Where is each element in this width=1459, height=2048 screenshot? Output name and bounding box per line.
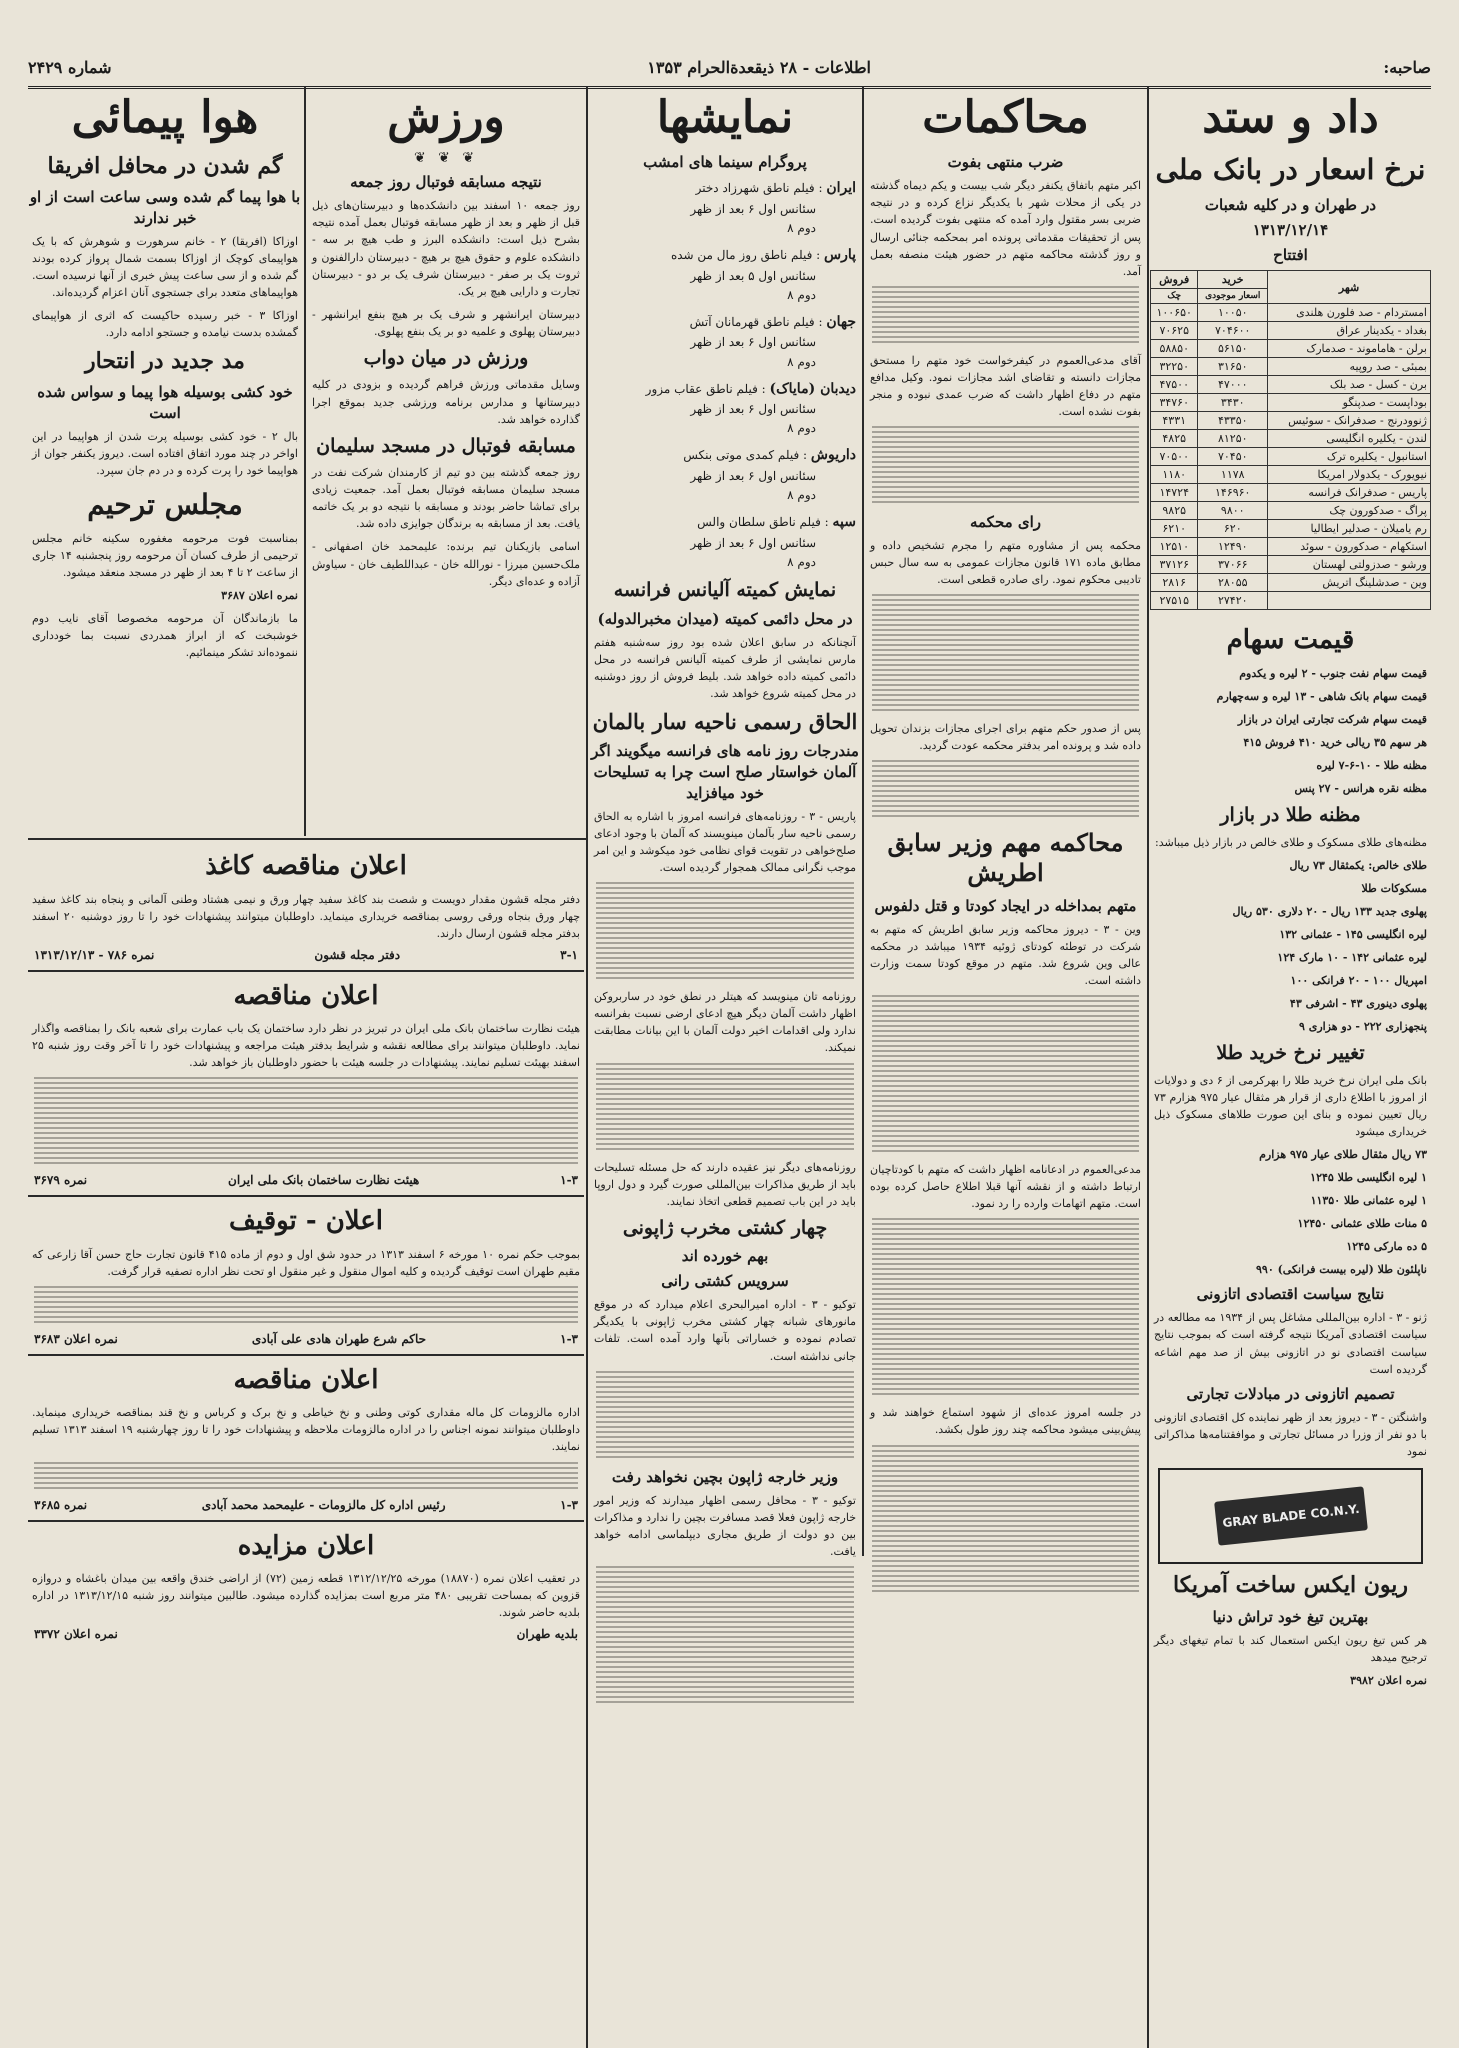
share-price-line: قیمت سهام نفت جنوب - ۲ لیره و یکدوم xyxy=(1239,666,1427,680)
rate-cell-sell: ۹۸۲۵ xyxy=(1151,502,1198,520)
text-block xyxy=(872,594,1139,714)
trade-text: واشنگتن - ۳ - دیروز بعد از ظهر نماینده کل اقتصادی اتازونی با دو نفر از وزرا در مسائل تجارتی و موافقتنامه‌ها مذاکراتی نمود xyxy=(1154,1410,1428,1458)
cinema-showtime: سئانس اول ۶ بعد از ظهر xyxy=(690,335,816,350)
saar-subheading: مندرجات روز نامه های فرانسه میگویند اگر آلمان خواستار صلح است چرا به تسلیحات خود میافزاید xyxy=(591,742,859,803)
section-title-trials: محاکمات xyxy=(922,92,1089,143)
cinema-line xyxy=(594,511,856,533)
gold-price-line: پنجهزاری ۲۲۲ - دو هزاری ۹ xyxy=(1298,1020,1427,1034)
column-trials xyxy=(866,86,1145,2048)
text-block xyxy=(872,286,1139,346)
text-block xyxy=(872,760,1139,820)
rate-cell-buy: ۳۷۰۶۶ xyxy=(1198,556,1268,574)
share-price-line: قیمت سهام شرکت تجارتی ایران در بازار xyxy=(1237,712,1427,726)
rate-cell-buy: ۷۰۴۵۰ xyxy=(1198,448,1268,466)
alliance-show-subheading: در محل دائمی کمیته (میدان مخبرالدوله) xyxy=(597,609,853,628)
paper-tender-text: دفتر مجله قشون مقدار دویست و شصت بند کاغذ سفید چهار ورق و نیمی هشتاد وطنی آلمانی و پنجاه بند کاغذ سفید چهار ورق بنجاه ورقی روسی بمناقصه خریداری مینماید. داوطلبان میتوانند پیشنهادات خود را تا روز دوشنبه ۲۰ اسفند بدفتر مجله قشون ارسال دارند. xyxy=(32,892,580,940)
gold-change-line: ۵ منات طلای عثمانی ۱۲۴۵۰ xyxy=(1297,1217,1427,1231)
rates-date: ۱۳۱۳/۱۲/۱۴ xyxy=(1252,221,1329,240)
rate-cell-sell: ۲۷۵۱۵ xyxy=(1151,592,1198,610)
cinema-entry xyxy=(590,378,860,439)
table-row xyxy=(1151,592,1431,610)
rate-cell-city: بغداد - یکدینار عراق xyxy=(1268,322,1431,340)
rate-cell-city: وین - صدشلینگ اتریش xyxy=(1268,574,1431,592)
cinema-name: ایران xyxy=(826,180,856,197)
paper-tender-signature xyxy=(34,948,578,962)
masthead-right: صاحبه: xyxy=(1383,58,1431,77)
verdict-heading: رای محکمه xyxy=(969,512,1042,531)
cinema-showtime: سئانس اول ۶ بعد از ظهر xyxy=(690,201,816,216)
bank-rates-heading: نرخ اسعار در بانک ملی xyxy=(1155,153,1426,187)
gold-price-line: لیره انگلیسی ۱۴۵ - عثمانی ۱۳۲ xyxy=(1279,928,1427,942)
mourning-signature: نمره اعلان ۳۶۸۷ xyxy=(221,589,298,603)
exchange-rates-table xyxy=(1150,270,1431,610)
saar-heading: الحاق رسمی ناحیه سار بالمان xyxy=(592,708,858,734)
signature-part: ۱-۳ xyxy=(560,1173,578,1188)
suicide-subheading: خود کشی بوسیله هوا پیما و سواس شده است xyxy=(37,382,293,422)
cinema-name: پارس xyxy=(823,247,856,264)
econ-heading: نتایج سیاست اقتصادی اتازونی xyxy=(1196,1285,1385,1304)
rate-cell-sell: ۱۰۰۶۵۰ xyxy=(1151,304,1198,322)
gold-change-text: بانک ملی ایران نرخ خرید طلا را بهرکرمی از ۶ دی و دولایات از امروز با اطلاع داری از قرار هر مثقال عیار ۹۷۵ هزارم ۷۳ ریال تعیین نموده و بنای این صورت طلاهای مسکوک ذیل خریداری میشود xyxy=(1154,1073,1428,1139)
cinema-showtime: دوم ۸ xyxy=(787,220,816,235)
rate-cell-sell: ۴۳۳۱ xyxy=(1151,412,1198,430)
ads-block xyxy=(28,842,584,2046)
rate-cell-sell: ۱۲۵۱۰ xyxy=(1151,538,1198,556)
signature-part: حاکم شرع طهران هادی علی آبادی xyxy=(251,1331,427,1346)
ad-text: هر کس تیغ ریون ایکس استعمال کند با تمام تیغهای دیگر ترجیح میدهد xyxy=(1154,1634,1427,1665)
cinema-name: جهان xyxy=(826,313,856,330)
section-rule xyxy=(28,1520,584,1522)
cinema-line xyxy=(594,444,856,466)
text-block xyxy=(596,1566,854,1706)
rate-cell-buy: ۹۸۰۰ xyxy=(1198,502,1268,520)
rate-cell-sell: ۶۲۱۰ xyxy=(1151,520,1198,538)
table-header-sell-sub: چک xyxy=(1151,289,1198,304)
table-row xyxy=(1151,394,1431,412)
africa-subheading: با هوا پیما گم شده وسی ساعت است از او خبر ندارند xyxy=(29,187,301,227)
gold-price-line: لیره عثمانی ۱۴۲ - ۱۰ مارک ۱۲۴ xyxy=(1277,951,1427,965)
table-header-sell: فروش xyxy=(1151,271,1198,289)
rate-cell-buy: ۳۱۶۵۰ xyxy=(1198,358,1268,376)
cinema-separator: : xyxy=(757,381,770,396)
signature-part: نمره ۳۶۷۹ xyxy=(34,1173,88,1188)
table-row xyxy=(1151,340,1431,358)
ad-signature: نمره اعلان ۳۹۸۲ xyxy=(1350,1674,1427,1688)
cinema-showtime: دوم ۸ xyxy=(787,554,816,569)
section-rule xyxy=(28,970,584,972)
signature-part: بلدیه طهران xyxy=(516,1627,578,1642)
trade-heading: تصمیم اتازونی در مبادلات تجارتی xyxy=(1186,1384,1395,1403)
rate-cell-sell: ۲۸۱۶ xyxy=(1151,574,1198,592)
ornament-divider: ❦ ❦ ❦ xyxy=(413,150,479,167)
text-block xyxy=(596,1063,854,1153)
cinema-showtime: سئانس اول ۶ بعد از ظهر xyxy=(690,535,816,550)
auction-heading: اعلان مزایده xyxy=(237,1530,375,1561)
column-sports xyxy=(308,86,584,836)
gold-price-line: پهلوی دینوری ۴۳ - اشرفی ۴۳ xyxy=(1289,997,1427,1011)
razor-blade-image: GRAY BLADE CO.N.Y. xyxy=(1214,1486,1368,1545)
cinema-showtime: سئانس اول ۶ بعد از ظهر xyxy=(690,468,816,483)
cinema-name: داریوش xyxy=(810,447,856,464)
tender2-text: اداره مالزومات کل ماله مقداری کوتی وطنی و نخ خیاطی و نخ برک و کرباس و نخ قند بمناقصه خریداری مینماید. داوطلبان میتوانند نمونه اجناس را در اداره مالزومات ملاحظه و پیشنهادات خود را تا روز چهارشنبه ۱۹ اسفند ۱۳۱۳ تسلیم نمایند. xyxy=(32,1406,580,1454)
column-shows xyxy=(590,86,860,2048)
tender2-signature xyxy=(34,1498,578,1512)
rate-cell-sell: ۷۰۵۰۰ xyxy=(1151,448,1198,466)
rate-cell-sell: ۳۲۲۵۰ xyxy=(1151,358,1198,376)
africa-paragraph: اوزاکا (افریقا) ۲ - خانم سرهورت و شوهرش که با یک هواپیمای کوچک از اوزاکا بسمت شمال پرواز کرده بودند گم شده و از سی ساعت پیش خبری از آنها نرسیده است. هواپیماهای متعدد برای جستجوی آنان اعزام گردیده‌اند. xyxy=(32,234,298,300)
rate-cell-buy: ۷۰۴۶۰۰ xyxy=(1198,322,1268,340)
cinema-film: فیلم ناطق سلطان والس xyxy=(697,515,821,530)
minister-heading: وزیر خارجه ژاپون بچین نخواهد رفت xyxy=(611,1467,839,1486)
rate-cell-city: بمبئی - صد روپیه xyxy=(1268,358,1431,376)
rate-cell-buy: ۶۲۰ xyxy=(1198,520,1268,538)
text-block xyxy=(596,882,854,982)
table-row xyxy=(1151,304,1431,322)
football-paragraph: روز جمعه ۱۰ اسفند بین دانشکده‌ها و دبیرستان‌های ذیل قبل از ظهر و بعد از ظهر مسابقه فوتبال بعمل آمده نتیجه بشرح ذیل است: دانشکده البرز و طب هیچ بر سه - دانشکده علوم و حقوق هیچ بر هیچ - دبیرستان دارالفنون و ثروت یک بر صفر - دبیرستان شرف یک بر دو - دبیرستان تجارت و دارایی هیچ بر یک. xyxy=(312,199,580,298)
gold-market-intro: مظنه‌های طلای مسکوک و طلای خالص در بازار ذیل میباشد: xyxy=(1155,835,1427,849)
share-price-line: قیمت سهام بانک شاهی - ۱۳ لیره و سه‌چهارم xyxy=(1216,689,1427,703)
cinema-separator: : xyxy=(814,314,827,329)
suicide-paragraph: بال ۲ - خود کشی بوسیله پرت شدن از هواپیما در این اواخر در چند مورد اتفاق افتاده است. دیروز یکنفر جوان از هواپیما خود را پرت کرده و در دم جان سپرد. xyxy=(32,429,299,477)
table-row xyxy=(1151,466,1431,484)
trial-paragraph: آقای مدعی‌العموم در کیفرخواست خود متهم را مستحق مجازات دانسته و تقاضای اشد مجازات نمود. وکیل مدافع متهم در دفاع اظهار داشت که ضرب عمدی نبوده و منجر بفوت نشده است. xyxy=(870,353,1141,418)
gold-market-heading: مظنه طلا در بازار xyxy=(1220,804,1361,827)
rates-opening: افتتاح xyxy=(1273,246,1308,265)
section-title-finance: داد و ستد xyxy=(1202,92,1379,143)
cinema-program-heading: پروگرام سینما های امشب xyxy=(643,153,807,172)
rate-cell-city: امستردام - صد فلورن هلندی xyxy=(1268,304,1431,322)
rate-cell-city: رم یامیلان - صدلیر ایطالیا xyxy=(1268,520,1431,538)
cinema-film: فیلم ناطق روز مال من شده xyxy=(670,248,813,263)
section-title-shows: نمایشها xyxy=(656,92,794,143)
rate-cell-buy: ۱۴۶۹۶۰ xyxy=(1198,484,1268,502)
cinema-showtime: دوم ۸ xyxy=(787,421,816,436)
text-block xyxy=(872,1445,1139,1595)
rate-cell-city: پاریس - صدفرانک فرانسه xyxy=(1268,484,1431,502)
trial-heading: ضرب منتهی بفوت xyxy=(947,153,1064,172)
signature-part: نمره ۷۸۶ - ۱۳۱۳/۱۲/۱۳ xyxy=(34,947,155,962)
section-title-aviation: هوا پیمائی xyxy=(71,92,259,143)
table-row xyxy=(1151,322,1431,340)
seizure-heading: اعلان - توقیف xyxy=(228,1206,384,1237)
cinema-entry xyxy=(590,444,860,505)
column-rule xyxy=(304,86,306,836)
share-price-line: مظنه نقره هرانس - ۲۷ پنس xyxy=(1294,782,1427,796)
ships-heading: چهار کشتی مخرب ژاپونی xyxy=(622,1216,828,1239)
austria-trial-heading: محاکمه مهم وزیر سابق اطریش xyxy=(887,828,1124,888)
signature-part: دفتر مجله قشون xyxy=(314,947,401,962)
rate-cell-city: ورشو - صدزولتی لهستان xyxy=(1268,556,1431,574)
seizure-signature xyxy=(34,1332,578,1346)
text-block xyxy=(34,1462,578,1492)
rate-cell-city: پراگ - صدکورون چک xyxy=(1268,502,1431,520)
rate-cell-city: برلن - هاماموند - صدمارک xyxy=(1268,340,1431,358)
cinema-film: فیلم ناطق شهرزاد دختر xyxy=(695,181,815,196)
austria-paragraph: مدعی‌العموم در ادعانامه اظهار داشت که متهم با کودتاچیان ارتباط داشته و از نقشه آنها قبلا اطلاع حاصل کرده بوده است. متهم اتهامات وارده را رد نمود. xyxy=(870,1163,1141,1211)
text-block xyxy=(872,995,1139,1155)
ad-title: ریون ایکس ساخت آمریکا xyxy=(1172,1571,1409,1598)
table-row xyxy=(1151,448,1431,466)
masthead-left: شماره ۲۴۲۹ xyxy=(28,58,112,77)
cinema-line xyxy=(594,244,856,266)
minister-paragraph: توکیو - ۳ - محافل رسمی اظهار میدارند که وزیر امور خارجه ژاپون فعلا قصد مسافرت بچین را ندارد و مذاکرات بین دو دولت از طریق مجاری دیپلماسی ادامه خواهد یافت. xyxy=(594,1493,856,1558)
ad-subtitle: بهترین تیغ خود تراش دنیا xyxy=(1212,1608,1369,1627)
masjed-football-players: اسامی بازیکنان تیم برنده: علیمحمد خان اصفهانی - ملک‌حسین میرزا - نورالله خان - عبداللطیف خان - سیاوش آزاده و عده‌ای دیگر. xyxy=(312,540,580,588)
share-price-line: مظنه طلا - ۱۰-۶-۷ لیره xyxy=(1316,759,1427,773)
rate-cell-city: ژنوودرنج - صدفرانک - سوئیس xyxy=(1268,412,1431,430)
cinema-entry xyxy=(590,511,860,572)
rate-cell-sell: ۷۰۶۲۵ xyxy=(1151,322,1198,340)
masthead xyxy=(28,52,1431,89)
cinema-separator: : xyxy=(820,515,833,530)
rate-cell-city: برن - کسل - صد بلک xyxy=(1268,376,1431,394)
cinema-separator: : xyxy=(814,181,827,196)
column-finance xyxy=(1150,86,1431,2048)
text-block xyxy=(872,1218,1139,1398)
gold-change-line: ۱ لیره عثمانی طلا ۱۱۳۵۰ xyxy=(1310,1194,1427,1208)
animal-sports-paragraph: وسایل مقدماتی ورزش فراهم گردیده و بزودی در کلیه دبیرستانها و مدارس برنامه ورزشی جدید بموقع اجرا گذارده خواهد شد. xyxy=(312,378,580,426)
cinema-line xyxy=(594,311,856,333)
seizure-text: بموجب حکم نمره ۱۰ مورخه ۶ اسفند ۱۳۱۳ در حدود شق اول و دوم از ماده ۴۱۵ قانون تجارت حاج حسن آقا زارعی که مقیم طهران است توقیف گردیده و کلیه اموال منقول و غیر منقول او تحت نظر اداره تصفیه قرار گرفت. xyxy=(32,1247,580,1278)
table-row xyxy=(1151,538,1431,556)
section-rule xyxy=(28,838,586,840)
table-row xyxy=(1151,484,1431,502)
table-row xyxy=(1151,376,1431,394)
rate-cell-city: استکهام - صدکورون - سوئد xyxy=(1268,538,1431,556)
masjed-football-paragraph: روز جمعه گذشته بین دو تیم از کارمندان شرکت نفت در مسجد سلیمان مسابقه فوتبال بعمل آمد. جمعیت زیادی برای تماشا حاضر بودند و مسابقه با نتیجه دو بر یک خاتمه یافت. بعد از مسابقه به برندگان جوایزی داده شد. xyxy=(312,466,580,531)
cinema-showtime: دوم ۸ xyxy=(787,488,816,503)
austria-paragraph: در جلسه امروز عده‌ای از شهود استماع خواهند شد و پیش‌بینی میشود محاکمه چند روز طول بکشد. xyxy=(870,1406,1141,1437)
rate-cell-sell: ۴۸۲۵ xyxy=(1151,430,1198,448)
table-row xyxy=(1151,358,1431,376)
rate-cell-sell: ۴۷۵۰۰ xyxy=(1151,376,1198,394)
share-price-line: هر سهم ۳۵ ریالی خرید ۴۱۰ فروش ۴۱۵ xyxy=(1243,736,1427,750)
cinema-film: فیلم کمدی موتی بنکس xyxy=(683,448,800,463)
cinema-showtime: دوم ۸ xyxy=(787,287,816,302)
shares-heading: قیمت سهام xyxy=(1226,625,1355,656)
gold-change-line: ۷۳ ریال مثقال طلای عیار ۹۷۵ هزارم xyxy=(1259,1148,1427,1162)
signature-part: نمره اعلان ۳۶۸۳ xyxy=(34,1331,118,1346)
mourning-heading: مجلس ترحیم xyxy=(87,488,243,521)
razor-advertisement xyxy=(1158,1468,1423,1564)
table-row xyxy=(1151,412,1431,430)
rate-cell-buy: ۲۸۰۵۵ xyxy=(1198,574,1268,592)
signature-part: ۳-۱ xyxy=(560,947,578,962)
rate-cell-city xyxy=(1268,592,1431,610)
cinema-separator: : xyxy=(799,448,811,463)
saar-paragraph: پاریس - ۳ - روزنامه‌های فرانسه امروز با اشاره به الحاق رسمی ناحیه سار بآلمان مینویسند که آلمان با وجود ادعای صلح‌خواهی در تقویت قوای نظامی خود میکوشد و این امر موجب نگرانی ممالک همجوار گردیده است. xyxy=(594,810,856,875)
rate-cell-buy: ۳۴۳۰ xyxy=(1198,394,1268,412)
signature-part: نمره اعلان ۳۳۷۲ xyxy=(34,1627,118,1642)
ships-subheading-2: سرویس کشتی رانی xyxy=(661,1272,789,1291)
rate-cell-sell: ۱۴۷۲۴ xyxy=(1151,484,1198,502)
tender-heading: اعلان مناقصه xyxy=(233,980,379,1011)
section-rule xyxy=(28,1195,584,1197)
text-block xyxy=(596,1371,854,1461)
table-header-buy: خرید xyxy=(1198,271,1268,289)
ships-paragraph: توکیو - ۳ - اداره امیرالبحری اعلام میدارد که در موقع مانورهای شبانه چهار کشتی مخرب ژاپونی با یکدیگر تصادم نموده و خساراتی بآنها وارد آمده است. تلفات جانی نداشته است. xyxy=(594,1298,856,1363)
rate-cell-buy: ۲۷۴۲۰ xyxy=(1198,592,1268,610)
cinema-entry xyxy=(590,244,860,305)
cinema-line xyxy=(594,378,856,400)
rate-cell-city: لندن - یکلیره انگلیسی xyxy=(1268,430,1431,448)
rate-cell-sell: ۳۴۷۶۰ xyxy=(1151,394,1198,412)
table-row xyxy=(1151,520,1431,538)
signature-part: ۱-۳ xyxy=(560,1331,578,1346)
verdict-paragraph: پس از صدور حکم متهم برای اجرای مجازات بزندان تحویل داده شد و پرونده امر بدفتر محکمه عودت گردید. xyxy=(870,722,1141,753)
football-heading: نتیجه مسابقه فوتبال روز جمعه xyxy=(350,173,542,192)
rate-cell-city: استانبول - یکلیره ترک xyxy=(1268,448,1431,466)
ships-subheading: بهم خورده اند xyxy=(681,1247,769,1266)
cinema-film: فیلم ناطق قهرمانان آتش xyxy=(689,314,815,329)
gold-price-line: مسکوکات طلا xyxy=(1361,881,1427,895)
rate-cell-buy: ۴۷۰۰۰ xyxy=(1198,376,1268,394)
tender2-heading: اعلان مناقصه xyxy=(233,1364,379,1395)
bank-rates-subheading: در طهران و در کلیه شعبات xyxy=(1204,196,1377,215)
column-aviation xyxy=(28,86,302,836)
rate-cell-sell: ۵۸۸۵۰ xyxy=(1151,340,1198,358)
football-paragraph: دبیرستان ایرانشهر و شرف یک بر هیچ بنفع ایرانشهر - دبیرستان پهلوی و علمیه دو بر یک بنفع پهلوی. xyxy=(312,307,580,338)
cinema-separator: : xyxy=(812,248,824,263)
rate-cell-buy: ۴۳۳۵۰ xyxy=(1198,412,1268,430)
masthead-center: اطلاعات - ۲۸ ذیقعدة‌الحرام ۱۳۵۳ xyxy=(647,58,871,77)
alliance-show-heading: نمایش کمیته آلیانس فرانسه xyxy=(613,578,837,601)
column-rule xyxy=(1147,86,1149,2048)
auction-signature xyxy=(34,1627,578,1641)
text-block xyxy=(872,426,1139,506)
mourning-paragraph: بمناسبت فوت مرحومه مغفوره سکینه خانم مجلس ترحیمی از طرف کسان آن مرحومه روز پنجشنبه ۱۴ جاری از ساعت ۲ تا ۴ بعد از ظهر در مسجد منعقد میشود. xyxy=(32,532,298,580)
gold-change-line: ناپلئون طلا (لیره بیست فرانکی) ۹۹۰ xyxy=(1256,1263,1427,1277)
rate-cell-buy: ۱۰۰۵۰ xyxy=(1198,304,1268,322)
trial-paragraph: اکبر متهم باتفاق یکنفر دیگر شب بیست و یکم دیماه گذشته در یکی از محلات شهر با یکدیگر نزاع کرده و در نتیجه ضربی بسر مقتول وارد آمده که منتهی بفوت گردیده است. پس از تحقیقات مقدماتی پرونده امر بمحکمه جنائی ارسال و روز گذشته محاکمه متهم در حضور هیئت منصفه بعمل آمد. xyxy=(870,179,1141,278)
column-rule xyxy=(862,86,864,1556)
africa-paragraph: اوزاکا ۳ - خبر رسیده حاکیست که اثری از هواپیمای گمشده بدست نیامده و جستجو ادامه دارد. xyxy=(32,309,298,340)
austria-paragraph: وین - ۳ - دیروز محاکمه وزیر سابق اطریش که متهم به شرکت در توطئه کودتای ژوئیه ۱۹۳۴ میباشد در محکمه عالی وین شروع شد. متهم در موقع کودتا سمت وزارت داشته است. xyxy=(870,923,1141,988)
column-rule xyxy=(586,86,588,2048)
cinema-showtime: سئانس اول ۵ بعد از ظهر xyxy=(690,268,816,283)
saar-paragraph: روزنامه‌های دیگر نیز عقیده دارند که حل مسئله تسلیحات باید از طریق مذاکرات بین‌المللی صورت گیرد و دول اروپا باید در این باب تصمیم قطعی اتخاذ نمایند. xyxy=(594,1160,856,1208)
suicide-heading: مد جدید در انتحار xyxy=(85,348,245,375)
saar-paragraph: روزنامه تان مینویسد که هیتلر در نطق خود در ساربروکن اظهار داشت آلمان دیگر هیچ ادعای ارضی نسبت بفرانسه ندارد ولی اقدامات اخیر دولت آلمان با این بیانات مطابقت نمیکند. xyxy=(594,990,856,1055)
cinema-entry xyxy=(590,177,860,238)
table-header-buy-sub: اسعار موجودی xyxy=(1198,289,1268,304)
auction-text: در تعقیب اعلان نمره (۱۸۸۷۰) مورخه ۱۳۱۲/۱۲/۲۵ قطعه زمین (۷۲) از اراضی خندق واقعه بین میدان باغشاه و دروازه قزوین که بمساحت تقریبی ۴۸۰ متر مربع است بمزایده گذارده میشود. طالبین میتوانند روز شنبه ۱۳۱۳/۱۲/۱۵ در اداره بلدیه حاضر شوند. xyxy=(32,1572,580,1620)
section-title-sports: ورزش xyxy=(387,92,505,143)
econ-text: ژنو - ۳ - اداره بین‌المللی مشاغل پس از ۱۹۳۴ مه مطالعه در سیاست اقتصادی آمریکا نتیجه گرفته است که بموجب نتایج سیاست اقتصادی نو در اتازونی بیش از صد مهم اشاعه گردیده است xyxy=(1154,1311,1427,1376)
table-row xyxy=(1151,556,1431,574)
rate-cell-city: نیویورک - یکدولار امریکا xyxy=(1268,466,1431,484)
table-row xyxy=(1151,502,1431,520)
gold-change-heading: تغییر نرخ خرید طلا xyxy=(1216,1042,1365,1065)
signature-part: ۱-۳ xyxy=(560,1497,578,1512)
austria-trial-subheading: متهم بمداخله در ایجاد کودتا و قتل دلفوس xyxy=(874,897,1137,916)
verdict-paragraph: محکمه پس از مشاوره متهم را مجرم تشخیص داده و مطابق ماده ۱۷۱ قانون مجازات عمومی به سه سال حبس تادیبی محکوم نمود. رای صادره قطعی است. xyxy=(870,538,1141,586)
africa-heading: گم شدن در محافل افریقا xyxy=(47,153,283,180)
cinema-showtime: سئانس اول ۶ بعد از ظهر xyxy=(690,402,816,417)
cinema-name: سپه xyxy=(832,514,856,531)
text-block xyxy=(34,1286,578,1326)
signature-part: رئیس اداره کل مالزومات - علیمحمد محمد آبادی xyxy=(201,1497,446,1512)
rate-cell-sell: ۱۱۸۰ xyxy=(1151,466,1198,484)
signature-part: هیئت نظارت ساختمان بانک ملی ایران xyxy=(228,1173,420,1188)
rate-cell-buy: ۸۱۲۵۰ xyxy=(1198,430,1268,448)
rate-cell-buy: ۱۲۴۹۰ xyxy=(1198,538,1268,556)
animal-sports-heading: ورزش در میان دواب xyxy=(363,346,529,369)
table-row xyxy=(1151,430,1431,448)
alliance-show-text: آنچنانکه در سابق اعلان شده بود روز سه‌شنبه هفتم مارس نمایشی از طرف کمیته آلیانس فرانسه در محل دائمی کمیته داده خواهد شد. بلیط فروش از روز دوشنبه در محل کمیته شروع خواهد شد. xyxy=(594,635,856,700)
gold-change-line: ۱ لیره انگلیسی طلا ۱۲۴۵ xyxy=(1310,1171,1427,1185)
gold-price-line: پهلوی جدید ۱۳۳ ریال - ۲۰ دلاری ۵۳۰ ریال xyxy=(1232,905,1427,918)
tender-text: هیئت نظارت ساختمان بانک ملی ایران در تبریز در نظر دارد ساختمان یک باب عمارت برای شعبه بانک را بمناقصه واگذار نماید. داوطلبان میتوانند برای مطالعه نقشه و شرایط بدفتر هیئت مراجعه و پیشنهادات خود را تا آخر وقت روز شنبه ۲۵ اسفند بهیئت تسلیم نمایند. پیشنهادات در جلسه هیئت با حضور داوطلبان باز خواهد شد. xyxy=(32,1022,580,1070)
masjed-football-heading: مسابقه فوتبال در مسجد سلیمان xyxy=(316,434,576,457)
paper-tender-heading: اعلان مناقصه کاغذ xyxy=(205,851,407,881)
cinema-showtime: دوم ۸ xyxy=(787,354,816,369)
tender-signature xyxy=(34,1173,578,1187)
gold-price-line: طلای خالص: یکمثقال ۷۳ ریال xyxy=(1289,858,1427,872)
rate-cell-buy: ۱۱۷۸ xyxy=(1198,466,1268,484)
mourning-thanks: ما بازماندگان آن مرحومه مخصوصا آقای نایب دوم خوشبخت که از ابراز همدردی نسبت بما خودداری ننموده‌اند تشکر مینمائیم. xyxy=(32,612,298,660)
table-header-city: شهر xyxy=(1268,271,1431,304)
table-row xyxy=(1151,574,1431,592)
section-rule xyxy=(28,1354,584,1356)
cinema-line xyxy=(594,177,856,199)
rate-cell-buy: ۵۶۱۵۰ xyxy=(1198,340,1268,358)
cinema-name: دیدبان (مایاک) xyxy=(769,380,856,397)
cinema-entry xyxy=(590,311,860,372)
signature-part: نمره ۳۶۸۵ xyxy=(34,1497,88,1512)
rate-cell-sell: ۳۷۱۲۶ xyxy=(1151,556,1198,574)
text-block xyxy=(34,1077,578,1167)
cinema-film: فیلم ناطق عقاب مزور xyxy=(645,381,758,396)
gold-price-line: امپریال ۱۰۰ - ۲۰ فرانکی ۱۰۰ xyxy=(1290,974,1427,988)
rate-cell-city: بوداپست - صدپنگو xyxy=(1268,394,1431,412)
gold-change-line: ۵ ده مارکی ۱۲۴۵ xyxy=(1346,1240,1427,1254)
